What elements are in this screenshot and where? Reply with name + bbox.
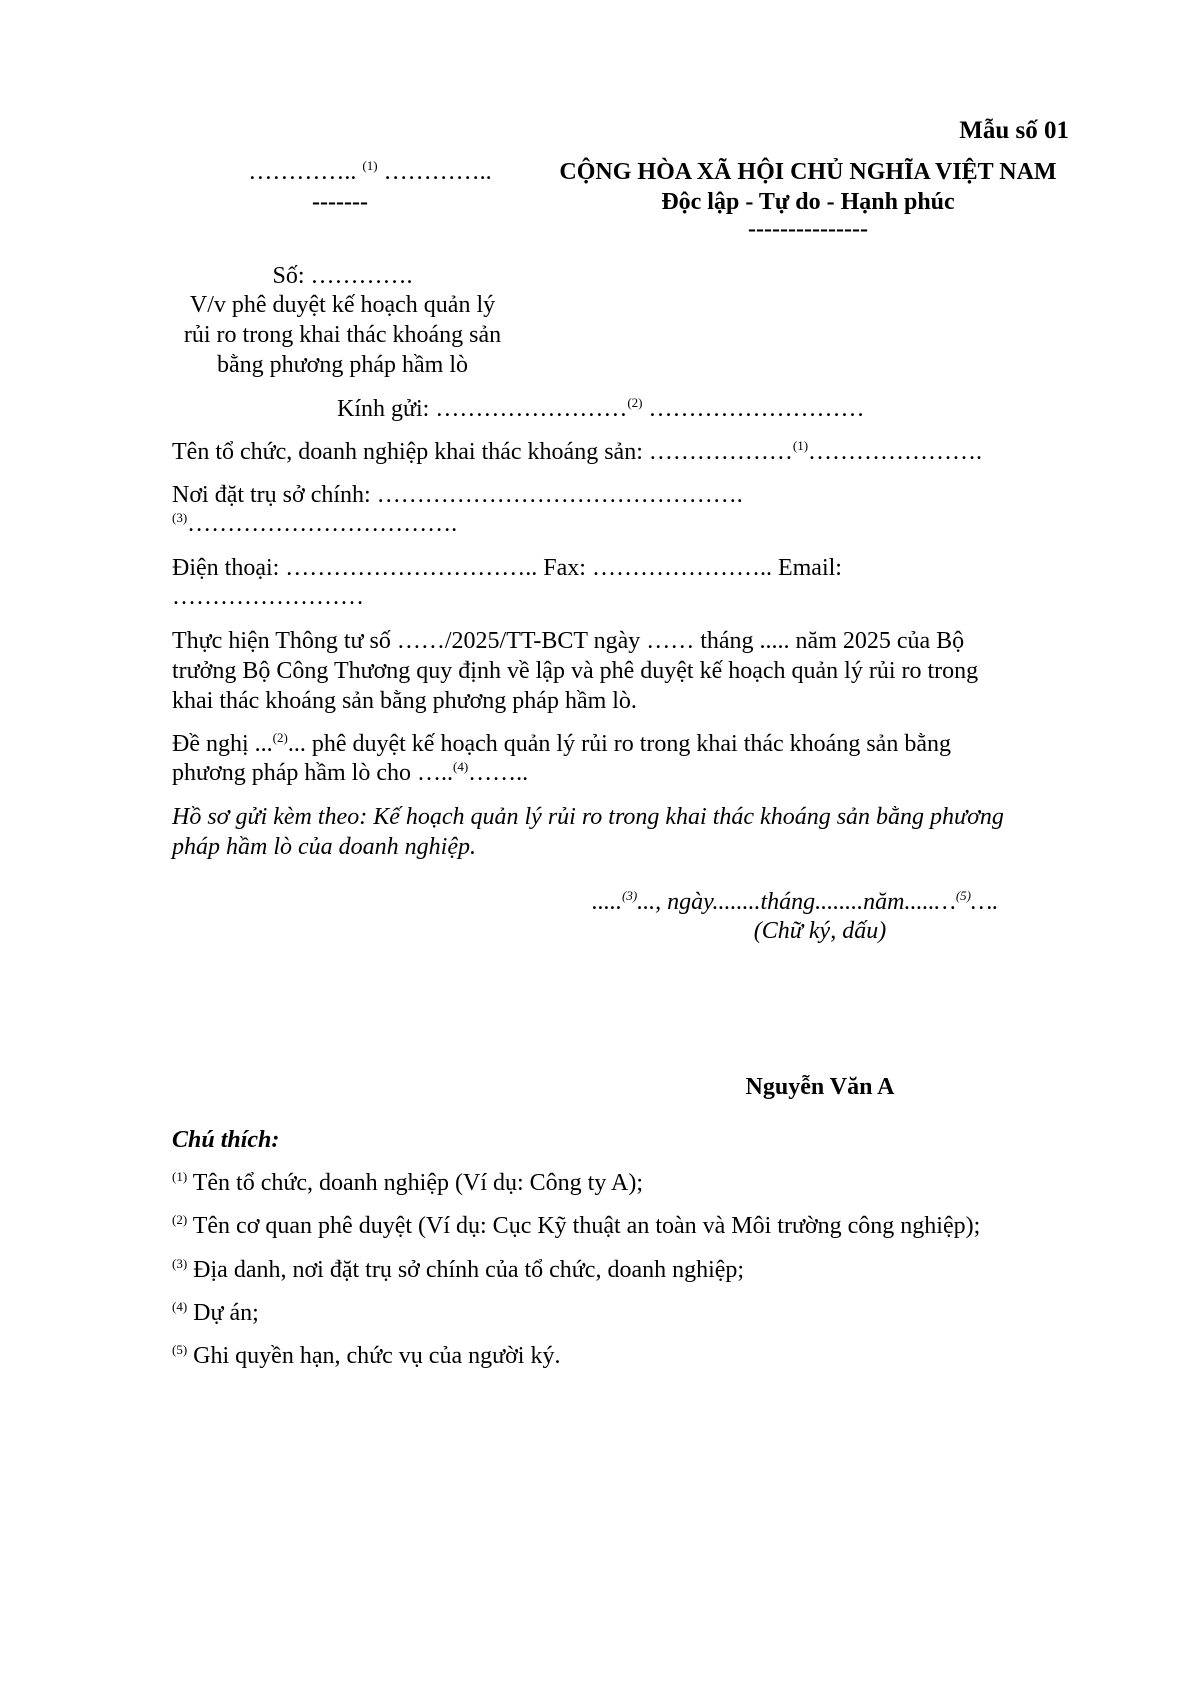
signer-name: Nguyễn Văn A (745, 1074, 895, 1100)
body-para2-line2: phương pháp hầm lò cho …..$^{(4)}$…….. (172, 759, 529, 786)
document-number: Số: …………. (272, 263, 413, 289)
header-right-divider: --------------- (748, 216, 868, 242)
contact-continuation: …………………… (172, 584, 364, 610)
contact-field: Điện thoại: ………………………….. Fax: ………………….. Email: (172, 555, 842, 581)
address-field: Nơi đặt trụ sở chính: ………………………………………. (172, 482, 743, 508)
body-para2-line1: Đề nghị ...$^{(2)}$... phê duyệt kế hoạch quản lý rủi ro trong khai thác khoáng sản bằng (172, 730, 951, 757)
notes-title: Chú thích: (172, 1127, 280, 1153)
note-item-3: $^{(3)}$ Địa danh, nơi đặt trụ sở chính của tổ chức, doanh nghiệp; (172, 1256, 745, 1283)
attachment-line1: Hồ sơ gửi kèm theo: Kế hoạch quản lý rủi ro trong khai thác khoáng sản bằng phương (172, 804, 1004, 830)
note-item-2: $^{(2)}$ Tên cơ quan phê duyệt (Ví dụ: Cục Kỹ thuật an toàn và Môi trường công nghiệp); (172, 1212, 981, 1239)
subject-line-3: bằng phương pháp hầm lò (217, 352, 468, 378)
body-para1-line1: Thực hiện Thông tư số ……/2025/TT-BCT ngày …… tháng ..... năm 2025 của Bộ (172, 628, 965, 654)
subject-line-2: rủi ro trong khai thác khoáng sản (183, 322, 502, 348)
body-para1-line2: trưởng Bộ Công Thương quy định về lập và phê duyệt kế hoạch quản lý rủi ro trong (172, 658, 979, 684)
org-name-placeholder: ………….. $^{(1)}$ ………….. (248, 158, 492, 185)
form-number: Mẫu số 01 (959, 117, 1069, 144)
recipient-line: Kính gửi: ……………………$^{(2)}$ ……………………… (337, 395, 865, 422)
note-item-5: $^{(5)}$ Ghi quyền hạn, chức vụ của người ký. (172, 1342, 561, 1369)
header-left-divider: ------- (312, 189, 368, 215)
org-name-field: Tên tổ chức, doanh nghiệp khai thác khoáng sản: ………………$^{(1)}$…………………. (172, 438, 983, 465)
signature-note: (Chữ ký, dấu) (753, 918, 887, 944)
nation-motto: Độc lập - Tự do - Hạnh phúc (661, 189, 955, 215)
note-item-4: $^{(4)}$ Dự án; (172, 1299, 259, 1326)
place-date-line: .....$^{(3)}$..., ngày........tháng........năm.....…$^{(5)}$…. (592, 888, 999, 915)
attachment-line2: pháp hầm lò của doanh nghiệp. (172, 834, 476, 860)
subject-line-1: V/v phê duyệt kế hoạch quản lý (189, 292, 496, 318)
body-para1-line3: khai thác khoáng sản bằng phương pháp hầm lò. (172, 688, 637, 714)
note-item-1: $^{(1)}$ Tên tổ chức, doanh nghiệp (Ví dụ: Công ty A); (172, 1169, 644, 1196)
nation-title: CỘNG HÒA XÃ HỘI CHỦ NGHĨA VIỆT NAM (559, 159, 1057, 185)
address-continuation: $^{(3)}$……………………………. (172, 510, 458, 537)
